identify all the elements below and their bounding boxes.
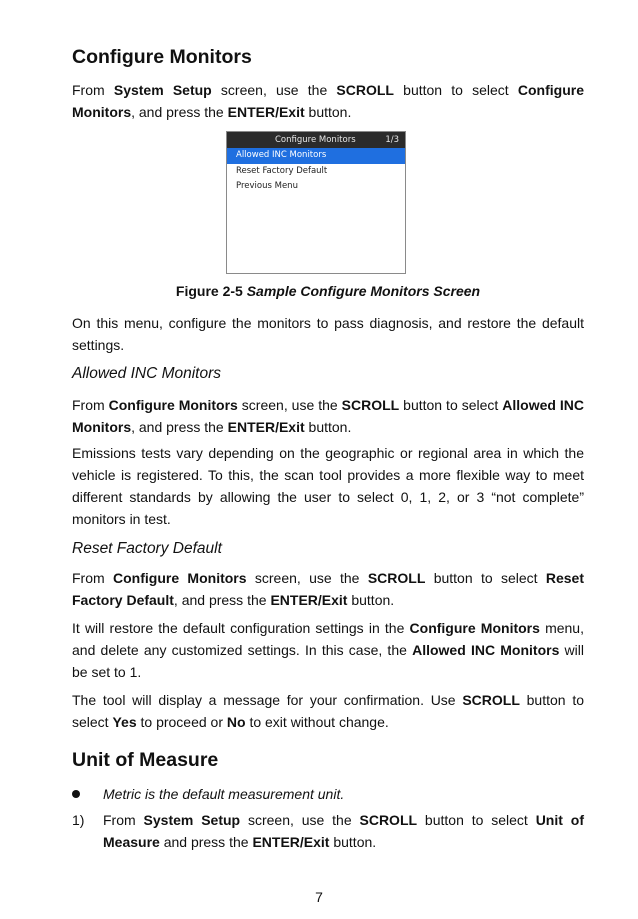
screen-menu-item-allowed-inc: Allowed INC Monitors xyxy=(227,148,405,164)
screen-menu-item-reset-factory: Reset Factory Default xyxy=(236,165,328,176)
subheading-reset-factory-default: Reset Factory Default xyxy=(72,540,222,557)
paragraph-menu-description: On this menu, configure the monitors to pass diagnosis, and restore the default settings. xyxy=(72,315,584,353)
configure-monitors-screen-figure xyxy=(226,131,406,274)
paragraph-reset-instructions: From Configure Monitors screen, use the SCROLL button to select Reset Factory Default, and press the ENTER/Exit button. xyxy=(72,570,584,608)
step-text: From System Setup screen, use the SCROLL button to select Unit of Measure and press the ENTER/Exit button. xyxy=(103,812,584,850)
section-heading-configure-monitors: Configure Monitors xyxy=(72,46,252,68)
bullet-dot-icon xyxy=(72,790,80,798)
page-number: 7 xyxy=(315,889,323,905)
section-heading-unit-of-measure: Unit of Measure xyxy=(72,749,219,771)
subheading-allowed-inc-monitors: Allowed INC Monitors xyxy=(72,365,222,382)
paragraph-emissions-tests: Emissions tests vary depending on the geographic or regional area in which the vehicle is registered. To this, the scan tool provides a more flexible way to meet different standards by allowing the user to select 0, 1, 2, or 3 “not complete” monitors in test. xyxy=(72,445,584,527)
screen-title-bar: Configure Monitors 1/3 xyxy=(227,132,405,148)
figure-caption: Figure 2-5 Sample Configure Monitors Screen xyxy=(175,283,481,299)
paragraph-configure-intro: From System Setup screen, use the SCROLL button to select Configure Monitors, and press the ENTER/Exit button. xyxy=(72,82,584,120)
paragraph-allowed-inc-instructions: From Configure Monitors screen, use the SCROLL button to select Allowed INC Monitors, and press the ENTER/Exit button. xyxy=(72,397,584,435)
screen-menu-item-previous-menu: Previous Menu xyxy=(236,181,298,191)
paragraph-confirmation: The tool will display a message for your confirmation. Use SCROLL button to select Yes to proceed or No to exit without change. xyxy=(72,692,584,730)
paragraph-reset-effect: It will restore the default configuration settings in the Configure Monitors menu, and delete any customized settings. In this case, the Allowed INC Monitors will be set to 1. xyxy=(72,620,584,680)
